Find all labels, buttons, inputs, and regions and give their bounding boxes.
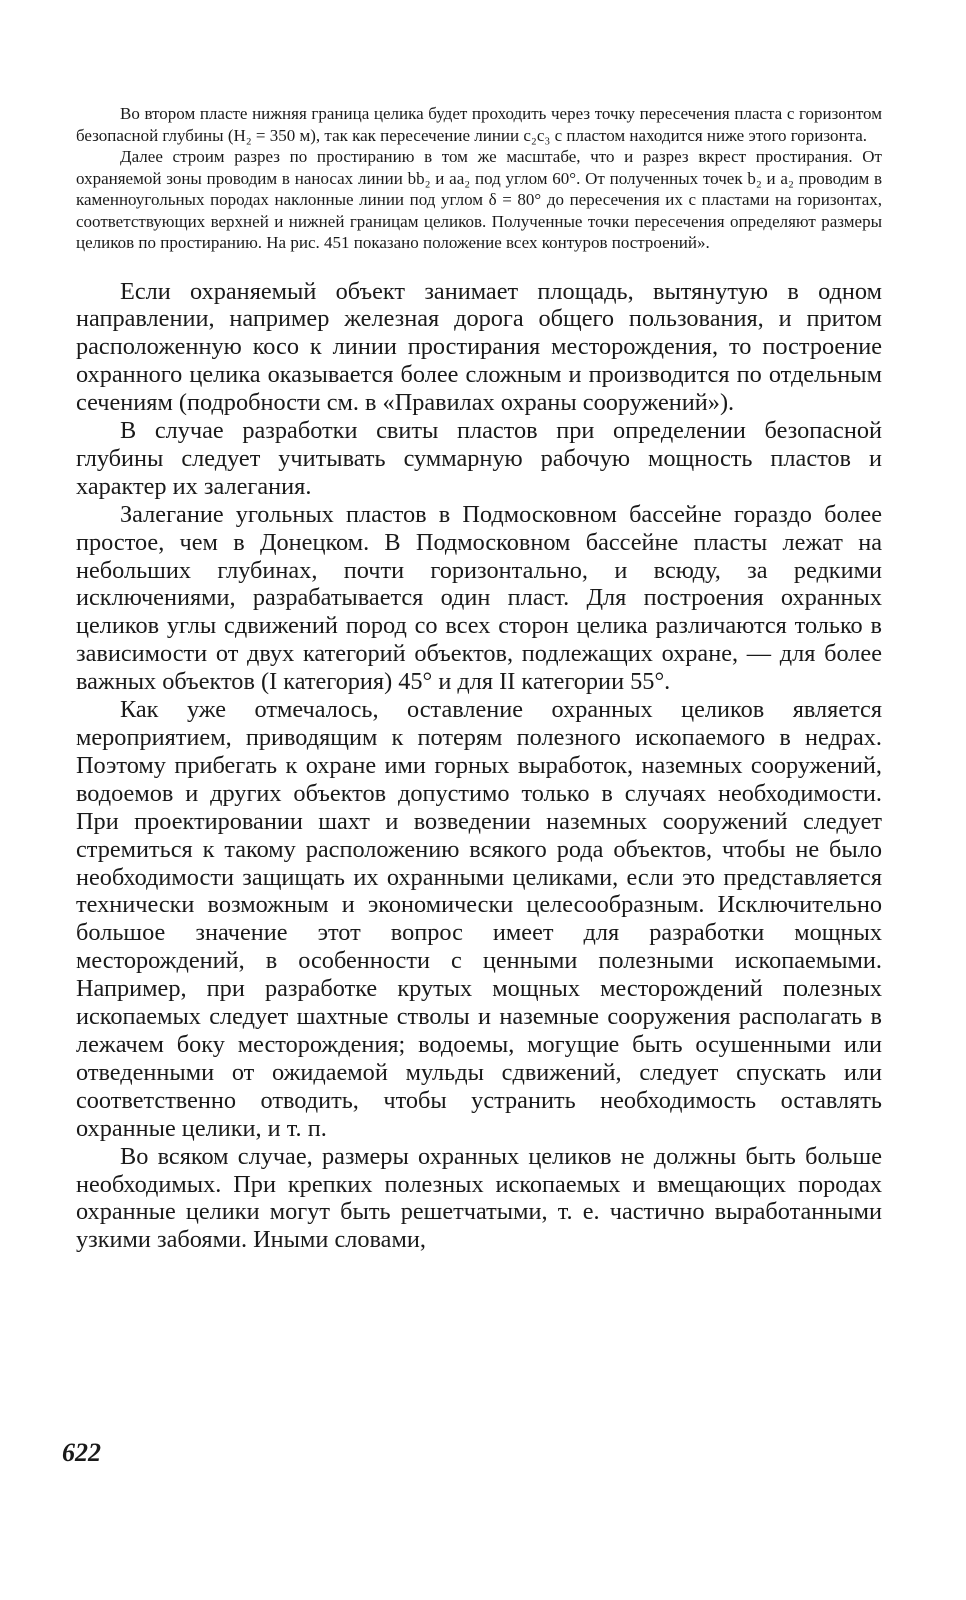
body-paragraph: Залегание угольных пластов в Подмосковном бассейне гораздо более простое, чем в Донецком. В Подмосковном бассейне пласты лежат на небольших глубинах, почти горизонтально, и всюду, за редкими исключениями, разрабатывается один пласт. Для построения охранных целиков углы сдвижений пород со всех сторон целика различаются только в зависимости от двух категорий объектов, подлежащих охране, — для более важных объектов (I категория) 45° и для II категории 55°. [76,500,882,696]
page-number: 622 [62,1438,101,1467]
quote-paragraph: Во втором пласте нижняя граница целика будет проходить через точку пересечения пласта с горизонтом безопасной глубины (H₂ = 350 м), так как пересечение линии c₂c₃ с пластом находится ниже этого горизонта. [76,104,882,145]
body-paragraph: В случае разработки свиты пластов при определении безопасной глубины следует учитывать суммарную рабочую мощность пластов и характер их залегания. [76,417,882,500]
quote-paragraph: Далее строим разрез по простиранию в том же масштабе, что и разрез вкрест простирания. От охраняемой зоны проводим в наносах линии bb₂ и aa₂ под углом 60°. От полученных точек b₂ и a₂ проводим в каменноугольных породах наклонные линии под углом δ = 80° до пересечения их с пластами на горизонтах, соответствующих верхней и нижней границам целиков. Полученные точки пересечения определяют размеры целиков по простиранию. На рис. 451 показано положение всех контуров построений». [76,147,882,252]
body-paragraph: Во всяком случае, размеры охранных целиков не должны быть больше необходимых. При крепких полезных ископаемых и вмещающих породах охранные целики могут быть решетчатыми, т. е. частично выработанными узкими забоями. Иными словами, [76,1142,882,1254]
body-paragraph: Если охраняемый объект занимает площадь, вытянутую в одном направлении, например железная дорога общего пользования, и притом расположенную косо к линии простирания месторождения, то построение охранного целика оказывается более сложным и производится по отдельным сечениям (подробности см. в «Правилах охраны сооружений»). [76,277,882,417]
body-paragraph: Как уже отмечалось, оставление охранных целиков является мероприятием, приводящим к потерям полезного ископаемого в недрах. Поэтому прибегать к охране ими горных выработок, наземных сооружений, водоемов и других объектов допустимо только в случаях необходимости. При проектировании шахт и возведении наземных сооружений следует стремиться к такому расположению всякого рода объектов, чтобы не было необходимости защищать их охранными целиками, если это представляется технически возможным и экономически целесообразным. Исключительно большое значение этот вопрос имеет для разработки мощных месторождений, в особенности с ценными полезными ископаемыми. Например, при разработке крутых мощных месторождений полезных ископаемых следует шахтные стволы и наземные сооружения располагать в лежачем боку месторождения; водоемы, могущие быть осушенными или отведенными от ожидаемой мульды сдвижений, следует спускать или соответственно отводить, чтобы устранить необходимость оставлять охранные целики, и т. п. [76,696,882,1142]
page-content [76,103,882,1254]
main-text [76,278,882,1255]
quoted-excerpt [76,103,882,254]
